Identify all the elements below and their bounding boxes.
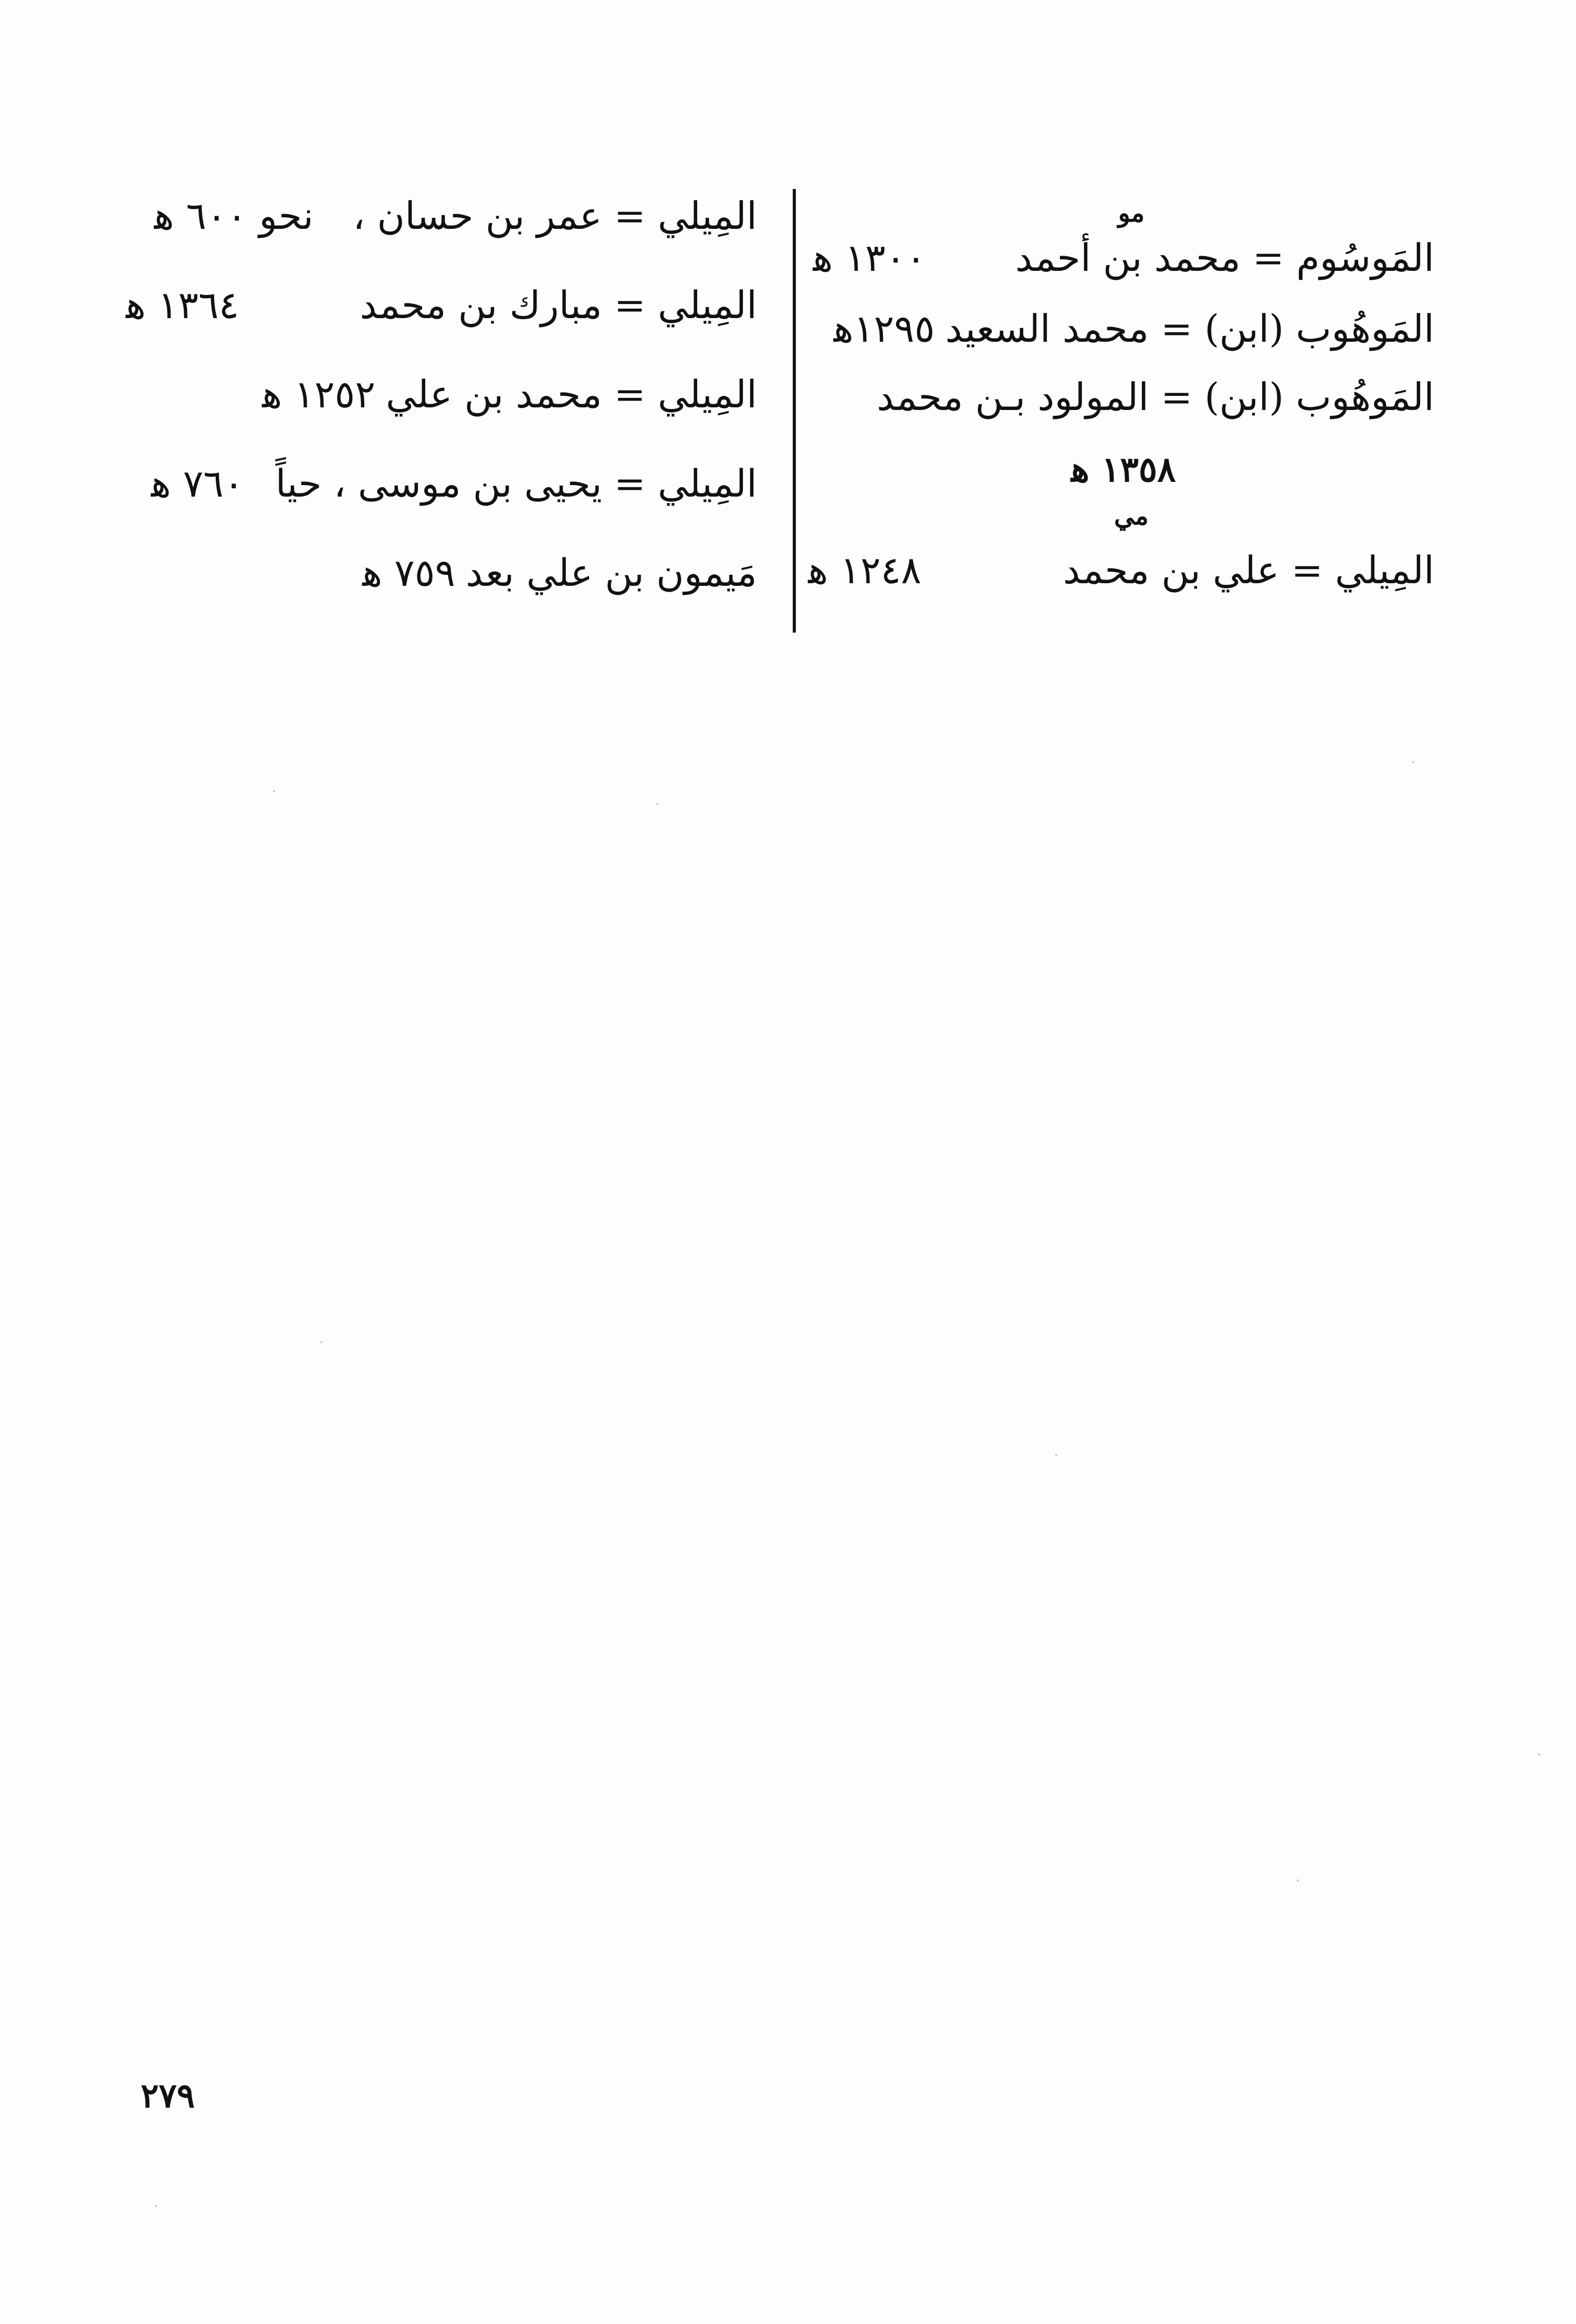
list-item: [151, 461, 757, 512]
entry-text: المَوسُوم = محمد بن أحمد: [1015, 236, 1434, 280]
continuation-year: ١٣٥٨ ﻫ: [1071, 449, 1176, 490]
left-column: [12, 0, 757, 682]
entry-text: المِيلي = علي بن محمد: [1063, 548, 1434, 592]
list-item: [362, 551, 757, 601]
entry-text: المَوهُوب (ابن) = المولود بـن محمد: [877, 375, 1434, 419]
scan-speck: [1055, 1454, 1057, 1456]
scan-speck: [1538, 1753, 1540, 1755]
scan-speck: [273, 790, 275, 792]
entry-year: ١٢٤٨ ﻫ: [808, 548, 921, 592]
section-heading-my: مي: [1114, 501, 1149, 531]
entry-text: مَيمون بن علي بعد: [466, 551, 757, 595]
entry-text: المَوهُوب (ابن) = محمد السعيد: [945, 307, 1434, 351]
scan-speck: [1297, 1879, 1299, 1881]
list-item: [804, 548, 1434, 598]
entry-year: ٧٦٠ ﻫ: [151, 461, 244, 506]
entry-year: ١٢٩٥ﻫ: [833, 307, 935, 351]
entry-text: المِيلي = محمد بن علي: [385, 372, 757, 416]
column-divider: [793, 189, 796, 633]
entry-year: ١٣٠٠ ﻫ: [813, 236, 927, 280]
entry-year: ٧٥٩ ﻫ: [362, 551, 456, 595]
entry-year: ١٣٦٤ ﻫ: [125, 283, 239, 327]
section-heading-mw: مو: [1118, 198, 1145, 228]
scan-speck: [320, 1341, 322, 1343]
list-item: [154, 194, 757, 244]
entry-text: المِيلي = مبارك بن محمد: [360, 283, 757, 327]
entry-text: المِيلي = عمر بن حسان ،: [353, 194, 757, 238]
entry-year: ١٢٥٢ ﻫ: [262, 372, 375, 416]
list-item: [262, 372, 757, 423]
entry-year: نحو ٦٠٠ ﻫ: [154, 194, 314, 238]
scan-speck: [1412, 761, 1414, 763]
list-item: [125, 283, 757, 333]
entry-text: المِيلي = يحيى بن موسى ، حياً: [275, 461, 757, 506]
scan-speck: [155, 2205, 157, 2207]
right-column-lower: [804, 0, 1434, 682]
page-number: ٢٧٩: [141, 2076, 195, 2116]
scan-speck: [656, 803, 658, 805]
